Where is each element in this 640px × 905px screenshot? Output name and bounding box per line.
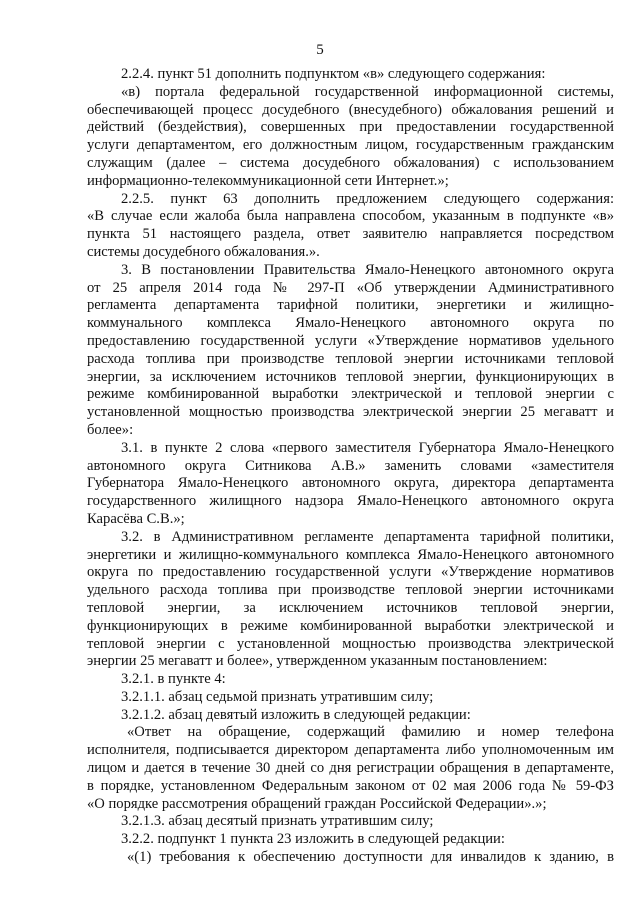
text-line: режиме комбинированной выработки электрической и тепловой энергии с <box>87 386 614 403</box>
text-line: информационно-телекоммуникационной сети Интернет.»; <box>87 172 449 189</box>
text-line: 3.2.2. подпункт 1 пункта 23 изложить в следующей редакции: <box>121 831 505 848</box>
text-line: «(1) требования к обеспечению доступности для инвалидов к зданию, в <box>127 849 614 866</box>
text-line: округа по предоставлению государственной услуги «Утверждение нормативов <box>87 564 614 581</box>
text-line: Карасёва С.В.»; <box>87 510 185 527</box>
text-line: 3.1. в пункте 2 слова «первого заместителя Губернатора Ямало-Ненецкого <box>121 439 614 456</box>
text-line: «О порядке рассмотрения обращений граждан Российской Федерации».»; <box>87 795 547 812</box>
text-line: служащим (далее – система досудебного обжалования) с использованием <box>87 154 614 171</box>
text-line: 3.2. в Административном регламенте департамента тарифной политики, <box>121 528 614 545</box>
text-line: тепловой энергии с установленной мощностью производства электрической <box>87 635 614 652</box>
text-line: энергетики и жилищно-коммунального комплекса Ямало-Ненецкого автономного <box>87 546 614 563</box>
text-line: тепловой энергии, за исключением источников тепловой энергии, <box>87 599 614 616</box>
text-line: 3.2.1.1. абзац седьмой признать утратившим силу; <box>121 688 434 705</box>
page-number: 5 <box>316 42 324 58</box>
text-line: лицом и дается в течение 30 дней со дня регистрации обращения в департаменте, <box>87 760 614 777</box>
text-line: установленной мощностью производства электрической энергии 25 мегаватт и <box>87 404 614 421</box>
text-line: системы досудебного обжалования.». <box>87 243 320 260</box>
text-line: коммунального комплекса Ямало-Ненецкого автономного округа по <box>87 315 614 332</box>
text-line: государственного жилищного надзора Ямало-Ненецкого автономного округа <box>87 493 614 510</box>
text-line: «в) портала федеральной государственной информационной системы, <box>121 83 614 100</box>
text-line: исполнителя, подписывается директором департамента либо уполномоченным им <box>87 742 614 759</box>
text-line: «Ответ на обращение, содержащий фамилию и номер телефона <box>127 724 614 741</box>
text-line: расхода топлива при производстве тепловой энергии источниками тепловой <box>87 350 614 367</box>
text-line: пункта 51 настоящего раздела, ответ заявителю направляется посредством <box>87 226 614 243</box>
text-line: энергии, за исключением источников тепловой энергии, функционирующих в <box>87 368 614 385</box>
text-line: 3.2.1.3. абзац десятый признать утратившим силу; <box>121 813 434 830</box>
text-line: в порядке, установленном Федеральным законом от 02 мая 2006 года № 59-ФЗ <box>87 777 614 794</box>
text-line: 3.2.1. в пункте 4: <box>121 671 226 688</box>
text-line: обеспечивающей процесс досудебного (внесудебного) обжалования решений и <box>87 101 614 118</box>
text-line: более»: <box>87 421 134 438</box>
text-line: предоставлению государственной услуги «Утверждение нормативов удельного <box>87 332 614 349</box>
text-line: услуги департаментом, его должностным лицом, государственным гражданским <box>87 137 614 154</box>
text-line: действий (бездействия), совершенных при предоставлении государственной <box>87 119 614 136</box>
text-line: от 25 апреля 2014 года № 297-П «Об утверждении Административного <box>87 279 614 296</box>
text-line: энергии 25 мегаватт и более», утвержденном указанным постановлением: <box>87 653 548 670</box>
text-line: удельного расхода топлива при производстве тепловой энергии источниками <box>87 582 614 599</box>
text-line: 3. В постановлении Правительства Ямало-Ненецкого автономного округа <box>121 261 614 278</box>
text-line: функционирующих в режиме комбинированной выработки электрической и <box>87 617 614 634</box>
text-line: 3.2.1.2. абзац девятый изложить в следующей редакции: <box>121 706 471 723</box>
document-body <box>87 66 614 867</box>
text-line: Губернатора Ямало-Ненецкого автономного округа, директора департамента <box>87 475 614 492</box>
text-line: «В случае если жалоба была направлена способом, указанным в подпункте «в» <box>87 208 614 225</box>
text-line: регламента департамента тарифной политики, энергетики и жилищно- <box>87 297 614 314</box>
text-line: 2.2.5. пункт 63 дополнить предложением следующего содержания: <box>121 190 614 207</box>
text-line: автономного округа Ситникова А.В.» заменить словами «заместителя <box>87 457 614 474</box>
text-line: 2.2.4. пункт 51 дополнить подпунктом «в» следующего содержания: <box>121 66 546 82</box>
